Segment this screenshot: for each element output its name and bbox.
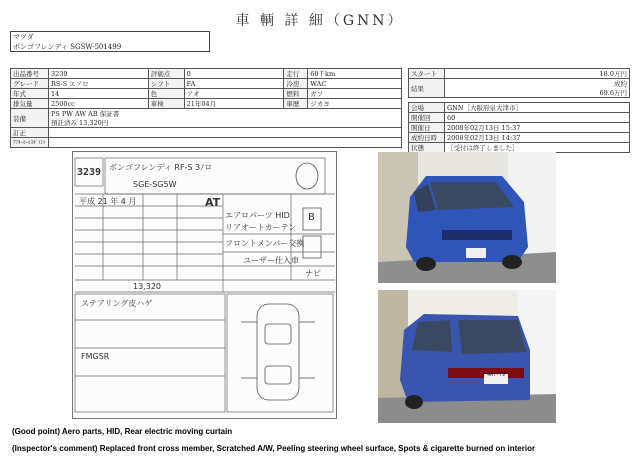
result-value: 成約 <box>444 79 629 89</box>
sheet-note-curtain: リアオートカーテン <box>225 223 297 232</box>
car-photo-rear <box>378 290 556 423</box>
sheet-navi: ナビ <box>305 269 321 278</box>
sheet-fix-note: FMGSR <box>81 352 110 361</box>
aftersales-value <box>48 138 401 148</box>
status-value: ［受付は終了しました］ <box>444 143 629 153</box>
memo-label: 訂正 <box>11 128 49 138</box>
history-value: ジカヨ <box>308 99 402 109</box>
contract-label: 成約日時 <box>409 133 445 143</box>
lot-value: 3239 <box>48 69 148 79</box>
equip-line-2: 預託済み 13,320円 <box>48 118 401 128</box>
sheet-lot-number: 3239 <box>77 167 102 178</box>
date-value: 2008年02月13日 15:37 <box>444 123 629 133</box>
mileage-value: 60千km <box>308 69 402 79</box>
fuel-label: 燃料 <box>284 89 308 99</box>
mileage-label: 走行 <box>284 69 308 79</box>
spec-table <box>10 68 402 148</box>
contract-value: 2008年02月13日 14:37 <box>444 133 629 143</box>
price-value: 69.6万円 <box>444 88 629 98</box>
year-label: 年式 <box>11 89 49 99</box>
start-value: 18.0万円 <box>444 69 629 79</box>
sheet-inner-note: ステアリング皮ハゲ <box>81 299 153 308</box>
start-label: スタート <box>409 69 445 79</box>
car-photo-rear-image <box>378 290 556 423</box>
sheet-note-aero: エアロパーツ HID <box>225 211 290 220</box>
memo-value <box>48 128 401 138</box>
fuel-value: ガソ <box>308 89 402 99</box>
score-value: 0 <box>184 69 284 79</box>
venue-label: 会場 <box>409 103 445 113</box>
car-photo-front-image <box>378 152 556 283</box>
status-label: 状態 <box>409 143 445 153</box>
sheet-grid <box>73 152 336 418</box>
ac-label: 冷房 <box>284 79 308 89</box>
date-label: 開催日 <box>409 123 445 133</box>
sheet-model-handwritten: ボンゴフレンディ RF-S 3ﾉロ <box>109 163 213 172</box>
lot-label: 出品番号 <box>11 69 49 79</box>
result-table <box>408 68 630 153</box>
car-name-box <box>10 31 210 52</box>
result-label: 結果 <box>409 79 445 98</box>
cc-label: 排気量 <box>11 99 49 109</box>
shift-label: シフト <box>148 79 184 89</box>
session-value: 60 <box>444 113 629 123</box>
color-value: アオ <box>184 89 284 99</box>
equip-label: 装備 <box>11 109 49 128</box>
license-plate: 4A7-79 <box>486 372 506 378</box>
venue-value: GNN［大阪府泉大津市］ <box>444 103 629 113</box>
aftersales-label: ｱﾌﾀｰｾｰﾙｽﾎﾟｲﾝﾄ <box>11 138 49 148</box>
grade-label: グレード <box>11 79 49 89</box>
sheet-code-handwritten: SGE-SG5W <box>133 180 177 189</box>
session-label: 開催回 <box>409 113 445 123</box>
year-value: 14 <box>48 89 148 99</box>
car-photo-front <box>378 152 556 283</box>
cc-value: 2500cc <box>48 99 148 109</box>
good-point-caption: (Good point) Aero parts, HID, Rear electric moving curtain <box>12 427 233 436</box>
sheet-year-handwritten: 平成 21 年 4 月 <box>79 197 137 206</box>
sheet-grade-handwritten: AT <box>205 196 221 209</box>
equip-line-1: PS PW AW AB 保証書 <box>48 109 401 119</box>
inspector-comment-caption: (Inspector's comment) Replaced front cross member, Scratched A/W, Peeling steering wheel surface, Spots & cigarette burned on interior <box>12 444 536 453</box>
page-title: 車 輌 詳 細（GNN） <box>235 13 405 29</box>
model-name: ボンゴフレンディ SGSW-501499 <box>13 43 122 51</box>
sheet-price-handwritten: 13,320 <box>133 282 161 291</box>
ac-value: WAC <box>308 79 402 89</box>
score-label: 評価点 <box>148 69 184 79</box>
history-label: 車歴 <box>284 99 308 109</box>
sheet-note-user: ユーザー仕入車 <box>243 256 299 265</box>
color-label: 色 <box>148 89 184 99</box>
sheet-note-member: フロントメンバー交換 <box>225 239 305 248</box>
grade-value: RS-S エアロ <box>48 79 148 89</box>
shift-value: FA <box>184 79 284 89</box>
auction-sheet <box>72 151 337 419</box>
inspection-label: 車検 <box>148 99 184 109</box>
sheet-grade-b: B <box>308 212 315 223</box>
inspection-value: 21年04月 <box>184 99 284 109</box>
maker-name: マツダ <box>13 33 34 41</box>
